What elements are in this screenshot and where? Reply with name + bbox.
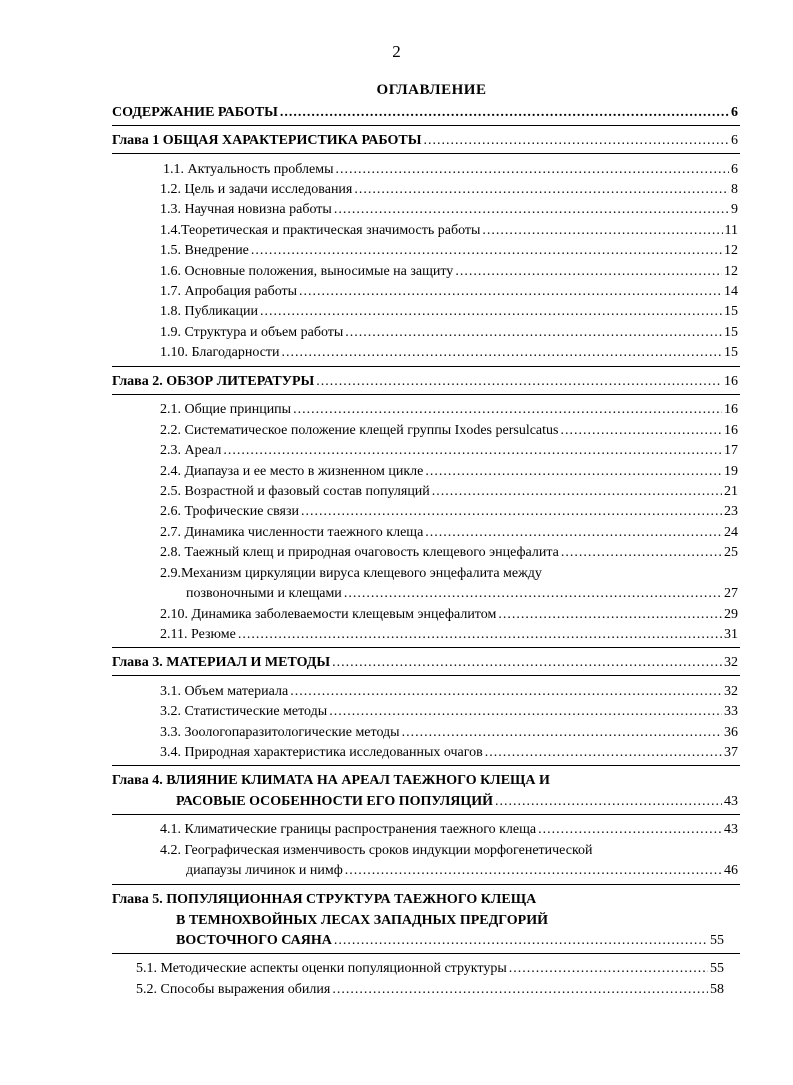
dot-leader (290, 683, 722, 701)
dot-leader (332, 981, 708, 999)
toc-entry-1-7 (160, 283, 738, 301)
toc-entry-title: 1.2. Цель и задачи исследования (160, 182, 353, 197)
toc-entry-3-2 (160, 703, 738, 721)
dot-leader (425, 524, 722, 542)
toc-entry-2-9-line1: 2.9.Механизм циркуляции вируса клещевого энцефалита между (160, 566, 542, 581)
dot-leader (345, 324, 722, 342)
toc-entry-2-4 (160, 463, 738, 481)
toc-entry-page: 14 (724, 284, 738, 299)
toc-entry-page: 31 (724, 627, 738, 642)
toc-entry-page: 37 (724, 745, 738, 760)
dot-leader (482, 222, 722, 240)
toc-entry-page: 32 (724, 655, 738, 670)
toc-entry-title: 4.1. Климатические границы распространения таежного клеща (160, 822, 537, 837)
dot-leader (223, 442, 722, 460)
toc-entry-page: 21 (724, 484, 738, 499)
toc-heading: ОГЛАВЛЕНИЕ (376, 82, 487, 98)
toc-entry-page: 17 (724, 443, 738, 458)
divider (112, 394, 740, 395)
chapter-title: Глава 2. ОБЗОР ЛИТЕРАТУРЫ (112, 374, 315, 389)
dot-leader (432, 483, 722, 501)
toc-entry-5-1 (136, 960, 724, 978)
dot-leader (354, 181, 729, 199)
toc-entry-page: 46 (724, 863, 738, 878)
toc-entry-3-3 (160, 724, 738, 742)
toc-entry-2-8 (160, 544, 738, 562)
toc-entry-content (112, 104, 738, 122)
dot-leader (509, 960, 708, 978)
toc-entry-title: 1.6. Основные положения, выносимые на защиту (160, 264, 454, 279)
toc-entry-page: 25 (724, 545, 738, 560)
toc-entry-ch5-line1: Глава 5. ПОПУЛЯЦИОННАЯ СТРУКТУРА ТАЕЖНОГО КЛЕЩА (112, 892, 537, 907)
dot-leader (561, 544, 722, 562)
divider (112, 647, 740, 648)
toc-entry-page: 16 (724, 374, 738, 389)
toc-entry-page: 9 (731, 202, 738, 217)
toc-entry-title: 3.1. Объем материала (160, 684, 289, 699)
toc-entry-2-6 (160, 503, 738, 521)
toc-entry-title: 5.1. Методические аспекты оценки популяционной структуры (136, 961, 507, 976)
toc-entry-2-9 (186, 585, 738, 603)
toc-entry-title: 1.9. Структура и объем работы (160, 325, 344, 340)
toc-entry-page: 15 (724, 304, 738, 319)
toc-entry-1-8 (160, 303, 738, 321)
toc-entry-title: 3.4. Природная характеристика исследованных очагов (160, 745, 483, 760)
toc-entry-title: 1.1. Актуальность проблемы (163, 162, 334, 177)
toc-entry-page: 43 (724, 794, 738, 809)
toc-entry-title: 3.3. Зоологопаразитологические методы (160, 725, 400, 740)
divider (112, 765, 740, 766)
toc-entry-1-9 (160, 324, 738, 342)
toc-entry-3-4 (160, 744, 738, 762)
dot-leader (495, 793, 722, 811)
toc-entry-2-2 (160, 422, 738, 440)
toc-entry-ch5 (176, 932, 724, 950)
toc-entry-title: 1.10. Благодарности (160, 345, 280, 360)
toc-entry-page: 23 (724, 504, 738, 519)
toc-entry-4-2-line1: 4.2. Географическая изменчивость сроков индукции морфогенетической (160, 843, 593, 858)
dot-leader (538, 821, 722, 839)
toc-entry-title: диапаузы личинок и нимф (186, 863, 343, 878)
toc-entry-page: 55 (710, 933, 724, 948)
dot-leader (260, 303, 722, 321)
toc-entry-page: 12 (724, 264, 738, 279)
dot-leader (282, 344, 722, 362)
dot-leader (402, 724, 722, 742)
dot-leader (425, 463, 722, 481)
toc-entry-1-5 (160, 242, 738, 260)
dot-leader (334, 201, 729, 219)
dot-leader (560, 422, 722, 440)
toc-entry-title: 1.8. Публикации (160, 304, 258, 319)
toc-entry-1-2 (160, 181, 738, 199)
toc-entry-title: 2.7. Динамика численности таежного клеща (160, 525, 424, 540)
toc-entry-title: 2.2. Систематическое положение клещей группы Ixodes persulcatus (160, 423, 559, 438)
toc-entry-title: 1.5. Внедрение (160, 243, 249, 258)
toc-entry-ch4 (176, 793, 738, 811)
toc-entry-title: 2.5. Возрастной и фазовый состав популяций (160, 484, 430, 499)
toc-entry-title: 1.4.Теоретическая и практическая значимость работы (160, 223, 481, 238)
dot-leader (238, 626, 722, 644)
toc-entry-page: 15 (724, 345, 738, 360)
toc-entry-page: 58 (710, 982, 724, 997)
toc-entry-ch5-line2: В ТЕМНОХВОЙНЫХ ЛЕСАХ ЗАПАДНЫХ ПРЕДГОРИЙ (176, 913, 549, 928)
toc-entry-1-3 (160, 201, 738, 219)
toc-entry-title: позвоночными и клещами (186, 586, 342, 601)
toc-entry-page: 43 (724, 822, 738, 837)
toc-entry-title: 2.4. Диапауза и ее место в жизненном цикле (160, 464, 424, 479)
toc-entry-2-1 (160, 401, 738, 419)
toc-entry-page: 29 (724, 607, 738, 622)
toc-entry-title: 2.6. Трофические связи (160, 504, 300, 519)
toc-entry-2-10 (160, 606, 738, 624)
dot-leader (334, 932, 708, 950)
dot-leader (293, 401, 722, 419)
toc-entry-page: 6 (731, 162, 738, 177)
toc-entry-1-1 (163, 161, 738, 179)
toc-entry-1-6 (160, 263, 738, 281)
divider (112, 675, 740, 676)
dot-leader (251, 242, 722, 260)
toc-entry-page: 27 (724, 586, 738, 601)
toc-entry-ch1 (112, 132, 738, 150)
dot-leader (316, 373, 722, 391)
dot-leader (455, 263, 722, 281)
chapter-title: Глава 1 ОБЩАЯ ХАРАКТЕРИСТИКА РАБОТЫ (112, 133, 422, 148)
toc-entry-page: 33 (724, 704, 738, 719)
dot-leader (332, 654, 722, 672)
toc-entry-ch3 (112, 654, 738, 672)
toc-entry-ch2 (112, 373, 738, 391)
toc-entry-2-3 (160, 442, 738, 460)
dot-leader (345, 862, 722, 880)
dot-leader (498, 606, 722, 624)
divider (112, 814, 740, 815)
toc-entry-4-1 (160, 821, 738, 839)
dot-leader (344, 585, 722, 603)
page-number: 2 (392, 42, 401, 61)
divider (112, 366, 740, 367)
divider (112, 953, 740, 954)
toc-entry-title: 5.2. Способы выражения обилия (136, 982, 331, 997)
toc-entry-page: 19 (724, 464, 738, 479)
toc-entry-2-11 (160, 626, 738, 644)
chapter-title: Глава 3. МАТЕРИАЛ И МЕТОДЫ (112, 655, 331, 670)
toc-entry-page: 8 (731, 182, 738, 197)
toc-entry-title: 2.8. Таежный клещ и природная очаговость клещевого энцефалита (160, 545, 559, 560)
toc-entry-title: 2.11. Резюме (160, 627, 236, 642)
toc-entry-title (112, 132, 421, 150)
toc-entry-page: 16 (724, 402, 738, 417)
dot-leader (335, 161, 729, 179)
dot-leader (485, 744, 722, 762)
toc-entry-ch4-line1: Глава 4. ВЛИЯНИЕ КЛИМАТА НА АРЕАЛ ТАЕЖНОГО КЛЕЩА И (112, 773, 550, 788)
toc-entry-3-1 (160, 683, 738, 701)
chapter-title: ВОСТОЧНОГО САЯНА (176, 933, 332, 948)
toc-entry-4-2 (186, 862, 738, 880)
toc-entry-page: 36 (724, 725, 738, 740)
toc-entry-1-4 (160, 222, 738, 240)
toc-entry-1-10 (160, 344, 738, 362)
toc-entry-title: 1.3. Научная новизна работы (160, 202, 332, 217)
toc-entry-page: 6 (731, 105, 738, 120)
toc-entry-title: СОДЕРЖАНИЕ РАБОТЫ (112, 105, 278, 120)
toc-entry-5-2 (136, 981, 724, 999)
toc-entry-page: 12 (724, 243, 738, 258)
divider (112, 153, 740, 154)
chapter-title: РАСОВЫЕ ОСОБЕННОСТИ ЕГО ПОПУЛЯЦИЙ (176, 794, 494, 809)
toc-entry-title: 3.2. Статистические методы (160, 704, 328, 719)
toc-entry-page: 55 (710, 961, 724, 976)
dot-leader (329, 703, 722, 721)
toc-entry-page: 16 (724, 423, 738, 438)
dot-leader (301, 503, 722, 521)
divider (112, 884, 740, 885)
toc-entry-2-7 (160, 524, 738, 542)
dot-leader (280, 104, 729, 122)
toc-entry-page: 24 (724, 525, 738, 540)
toc-entry-page: 6 (731, 133, 738, 148)
dot-leader (299, 283, 722, 301)
toc-entry-title: 2.3. Ареал (160, 443, 222, 458)
dot-leader (423, 132, 729, 150)
toc-entry-title: 2.1. Общие принципы (160, 402, 292, 417)
toc-entry-title: 1.7. Апробация работы (160, 284, 298, 299)
toc-entry-page: 11 (724, 223, 738, 238)
toc-entry-2-5 (160, 483, 738, 501)
toc-entry-title: 2.10. Динамика заболеваемости клещевым энцефалитом (160, 607, 497, 622)
toc-entry-page: 32 (724, 684, 738, 699)
toc-entry-page: 15 (724, 325, 738, 340)
divider (112, 125, 740, 126)
